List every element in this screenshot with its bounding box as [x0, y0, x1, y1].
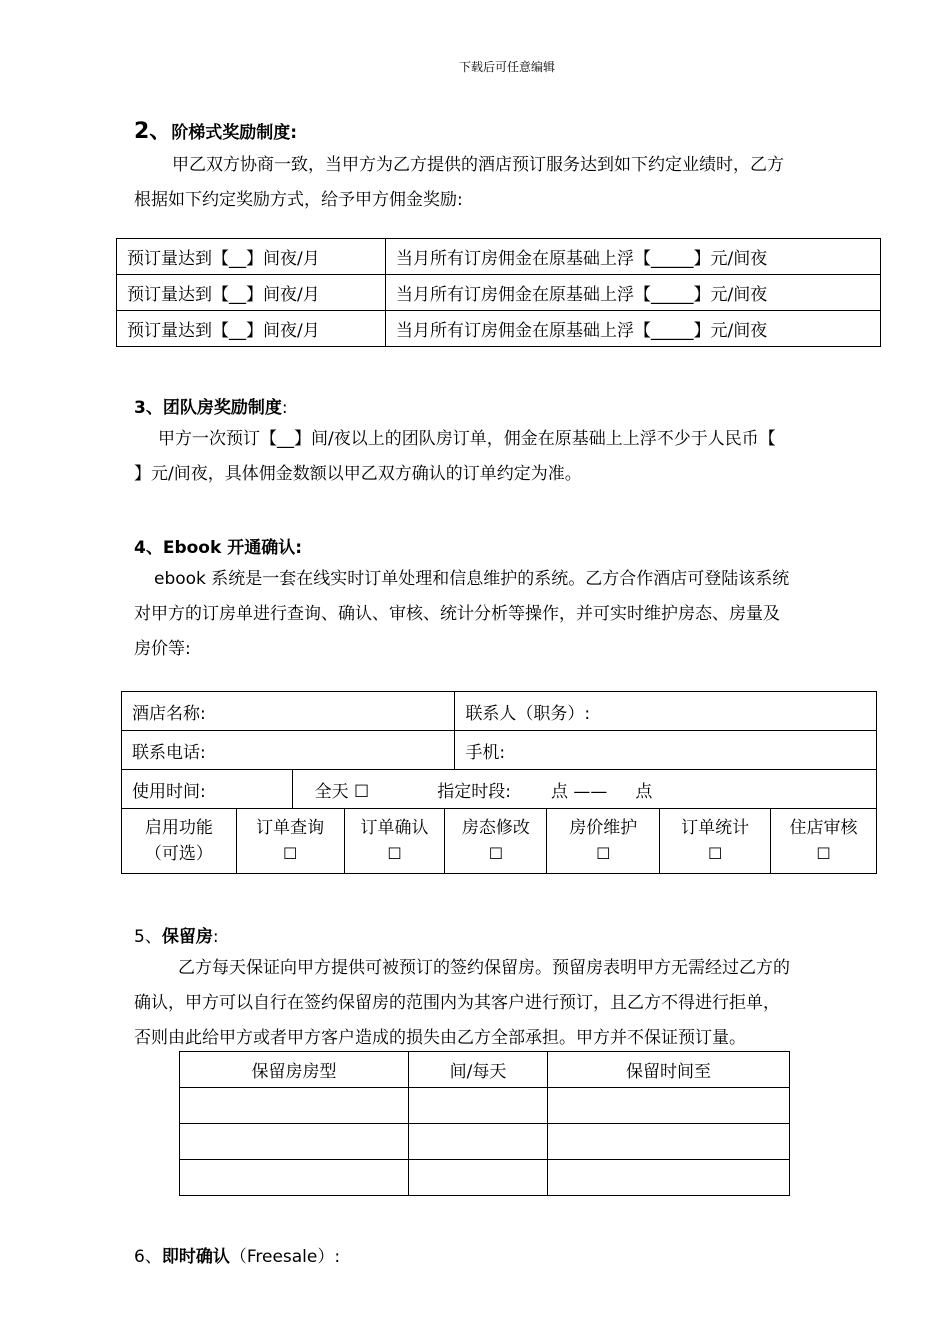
function-checkbox[interactable]: ☐	[387, 844, 402, 863]
section-5-para-line-3: 否则由此给甲方或者甲方客户造成的损失由乙方全部承担。甲方并不保证预订量。	[134, 1028, 746, 1048]
header-hold-until: 保留时间至	[548, 1052, 790, 1088]
all-day-checkbox[interactable]: 全天 ☐	[314, 781, 370, 802]
section-5-number: 5、	[134, 927, 162, 947]
function-order-stats	[660, 809, 771, 874]
tier-threshold-cell: 预订量达到【__】间夜/月	[117, 311, 386, 347]
room-type-cell[interactable]	[180, 1088, 409, 1124]
function-label: 订单统计	[681, 818, 750, 838]
ebook-application-form	[121, 691, 877, 874]
section-5-para-line-1: 乙方每天保证向甲方提供可被预订的签约保留房。预留房表明甲方无需经过乙方的	[178, 958, 790, 978]
section-4-para-line-3: 房价等:	[134, 639, 191, 659]
period-label: 指定时段:	[437, 781, 512, 802]
usage-time-label: 使用时间:	[122, 770, 293, 809]
start-point-label: 点 ——	[551, 781, 608, 802]
tier-reward-cell: 当月所有订房佣金在原基础上浮【_____】元/间夜	[386, 275, 881, 311]
function-checkbox[interactable]: ☐	[816, 844, 831, 863]
tier-threshold-cell: 预订量达到【__】间夜/月	[117, 239, 386, 275]
table-row	[122, 770, 877, 809]
function-order-confirm	[344, 809, 445, 874]
function-stay-audit	[771, 809, 877, 874]
enable-functions-label	[122, 809, 237, 874]
section-4-number: 4、	[134, 538, 163, 558]
table-row	[122, 809, 877, 874]
table-row	[117, 275, 881, 311]
section-2-para-line-2: 根据如下约定奖励方式，给予甲方佣金奖励:	[134, 190, 463, 210]
section-3-colon: :	[281, 398, 288, 418]
function-room-status	[445, 809, 547, 874]
reserved-room-table	[179, 1051, 790, 1196]
hold-until-cell[interactable]	[548, 1088, 790, 1124]
table-row	[117, 239, 881, 275]
optional-text: （可选）	[144, 844, 213, 864]
table-row	[122, 692, 877, 731]
header-rooms-per-day: 间/每天	[409, 1052, 548, 1088]
function-checkbox[interactable]: ☐	[596, 844, 611, 863]
rooms-per-day-cell[interactable]	[409, 1160, 548, 1196]
function-checkbox[interactable]: ☐	[488, 844, 504, 863]
table-row	[122, 731, 877, 770]
function-label: 订单查询	[256, 818, 325, 838]
contact-phone-cell: 联系电话:	[122, 731, 455, 770]
section-2-number: 2、	[134, 119, 172, 144]
section-5-title: 保留房	[161, 927, 213, 947]
contact-person-cell: 联系人（职务）:	[455, 692, 877, 731]
section-2-para-line-1: 甲乙双方协商一致，当甲方为乙方提供的酒店预订服务达到如下约定业绩时，乙方	[172, 155, 784, 175]
section-5-para-line-2: 确认，甲方可以自行在签约保留房的范围内为其客户进行预订，且乙方不得进行拒单，	[134, 993, 780, 1013]
section-4-heading	[134, 533, 302, 558]
section-2-title: 阶梯式奖励制度:	[171, 123, 298, 143]
tier-reward-cell: 当月所有订房佣金在原基础上浮【_____】元/间夜	[386, 239, 881, 275]
room-type-cell[interactable]	[180, 1124, 409, 1160]
usage-time-options	[292, 770, 876, 809]
header-room-type: 保留房房型	[180, 1052, 409, 1088]
enable-functions-text: 启用功能	[144, 818, 213, 838]
section-5-colon: :	[212, 927, 219, 947]
section-3-number: 3、	[134, 398, 163, 418]
section-5-heading	[134, 922, 219, 947]
table-header-row	[180, 1052, 790, 1088]
mobile-cell: 手机:	[455, 731, 877, 770]
rooms-per-day-cell[interactable]	[409, 1088, 548, 1124]
hold-until-cell[interactable]	[548, 1124, 790, 1160]
function-checkbox[interactable]: ☐	[282, 844, 298, 863]
section-3-title: 团队房奖励制度	[162, 398, 282, 418]
rooms-per-day-cell[interactable]	[409, 1124, 548, 1160]
section-2-heading	[134, 114, 297, 145]
hotel-name-cell: 酒店名称:	[122, 692, 455, 731]
function-checkbox[interactable]: ☐	[707, 844, 723, 863]
function-label: 住店审核	[789, 818, 858, 838]
function-label: 房价维护	[569, 818, 638, 838]
table-row	[117, 311, 881, 347]
table-row	[180, 1160, 790, 1196]
table-row	[180, 1088, 790, 1124]
section-3-para-line-1: 甲方一次预订【__】间/夜以上的团队房订单，佣金在原基础上上浮不少于人民币【	[158, 429, 776, 449]
function-price-maintain	[547, 809, 660, 874]
section-6-title: 即时确认	[161, 1247, 230, 1267]
section-4-para-line-2: 对甲方的订房单进行查询、确认、审核、统计分析等操作，并可实时维护房态、房量及	[134, 604, 780, 624]
section-6-suffix: （Freesale）:	[229, 1247, 341, 1267]
table-row	[180, 1124, 790, 1160]
section-4-para-line-1: ebook 系统是一套在线实时订单处理和信息维护的系统。乙方合作酒店可登陆该系统	[154, 569, 790, 589]
function-label: 房态修改	[461, 818, 530, 838]
tier-reward-cell: 当月所有订房佣金在原基础上浮【_____】元/间夜	[386, 311, 881, 347]
section-6-number: 6、	[134, 1247, 162, 1267]
tier-threshold-cell: 预订量达到【__】间夜/月	[117, 275, 386, 311]
header-note: 下载后可任意编辑	[458, 60, 555, 74]
tier-reward-table	[116, 238, 881, 347]
hold-until-cell[interactable]	[548, 1160, 790, 1196]
function-label: 订单确认	[360, 818, 429, 838]
room-type-cell[interactable]	[180, 1160, 409, 1196]
section-6-heading	[134, 1242, 340, 1267]
section-3-para-line-2: 】元/间夜，具体佣金数额以甲乙双方确认的订单约定为准。	[134, 464, 582, 484]
function-order-query	[236, 809, 344, 874]
end-point-label: 点	[635, 781, 653, 802]
section-4-title: Ebook 开通确认:	[162, 538, 303, 558]
section-3-heading	[134, 393, 288, 418]
